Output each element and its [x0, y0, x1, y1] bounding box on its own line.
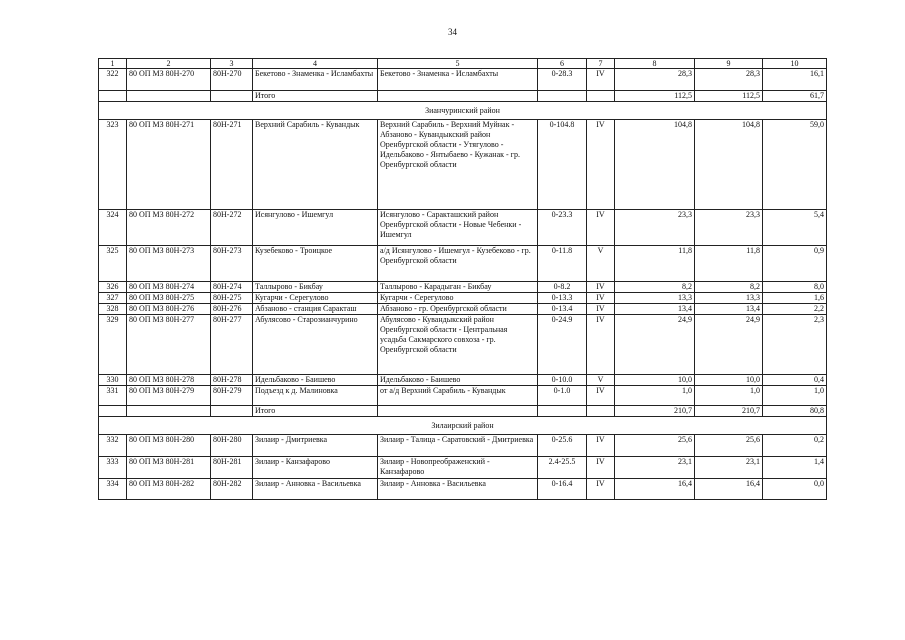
table-row [99, 120, 827, 210]
length-value-2: 104,8 [695, 120, 763, 210]
road-id-code: 80 ОП МЗ 80Н-274 [127, 282, 211, 293]
road-id-code: 80 ОП МЗ 80Н-273 [127, 246, 211, 282]
total-length-2: 210,7 [695, 406, 763, 417]
column-number-cell: 5 [378, 59, 538, 69]
road-id-code: 80 ОП МЗ 80Н-276 [127, 304, 211, 315]
road-category: IV [587, 304, 615, 315]
road-index: 80Н-276 [211, 304, 253, 315]
roads-table [98, 58, 827, 500]
length-value: 23,3 [615, 210, 695, 246]
road-index: 80Н-280 [211, 435, 253, 457]
column-number-cell: 9 [695, 59, 763, 69]
empty-cell [587, 406, 615, 417]
road-index: 80Н-279 [211, 386, 253, 406]
length-value: 13,3 [615, 293, 695, 304]
table-row [99, 479, 827, 500]
table-row [99, 246, 827, 282]
paved-value: 0,0 [763, 479, 827, 500]
table-row [99, 386, 827, 406]
road-name: Зилаир - Канзафарово [253, 457, 378, 479]
road-index: 80Н-277 [211, 315, 253, 375]
column-number-cell: 6 [538, 59, 587, 69]
road-category: IV [587, 315, 615, 375]
road-category: IV [587, 435, 615, 457]
length-value: 104,8 [615, 120, 695, 210]
column-number-cell: 2 [127, 59, 211, 69]
road-name: Зилаир - Анновка - Васильевка [253, 479, 378, 500]
length-value: 13,4 [615, 304, 695, 315]
paved-value: 8,0 [763, 282, 827, 293]
table-row [99, 293, 827, 304]
column-number-cell: 3 [211, 59, 253, 69]
paved-value: 59,0 [763, 120, 827, 210]
column-number-cell: 4 [253, 59, 378, 69]
paved-value: 0,9 [763, 246, 827, 282]
road-index: 80Н-274 [211, 282, 253, 293]
road-category: IV [587, 210, 615, 246]
length-value-2: 23,3 [695, 210, 763, 246]
km-range: 0-24.9 [538, 315, 587, 375]
empty-cell [378, 91, 538, 102]
total-length: 210,7 [615, 406, 695, 417]
road-name: Исянгулово - Ишемгул [253, 210, 378, 246]
length-value: 16,4 [615, 479, 695, 500]
length-value: 28,3 [615, 69, 695, 91]
road-name: Идельбаково - Баишево [253, 375, 378, 386]
length-value: 1,0 [615, 386, 695, 406]
total-length: 112,5 [615, 91, 695, 102]
district-heading-row [99, 102, 827, 120]
road-category: V [587, 246, 615, 282]
road-route: Зилаир - Анновка - Васильевка [378, 479, 538, 500]
km-range: 0-13.3 [538, 293, 587, 304]
table-row [99, 457, 827, 479]
km-range: 0-13.4 [538, 304, 587, 315]
length-value-2: 1,0 [695, 386, 763, 406]
road-index: 80Н-270 [211, 69, 253, 91]
km-range: 0-25.6 [538, 435, 587, 457]
total-label: Итого [253, 406, 378, 417]
row-number: 332 [99, 435, 127, 457]
road-route: Абзаново - гр. Оренбургской области [378, 304, 538, 315]
total-length-2: 112,5 [695, 91, 763, 102]
paved-value: 5,4 [763, 210, 827, 246]
km-range: 0-8.2 [538, 282, 587, 293]
road-id-code: 80 ОП МЗ 80Н-278 [127, 375, 211, 386]
road-name: Подъезд к д. Малиновка [253, 386, 378, 406]
road-id-code: 80 ОП МЗ 80Н-279 [127, 386, 211, 406]
empty-cell [211, 406, 253, 417]
column-number-cell: 1 [99, 59, 127, 69]
road-route: Зилаир - Новопреображенский - Канзафарово [378, 457, 538, 479]
road-index: 80Н-282 [211, 479, 253, 500]
road-name: Абзаново - станция Саракташ [253, 304, 378, 315]
road-name: Таллырово - Бикбау [253, 282, 378, 293]
road-index: 80Н-278 [211, 375, 253, 386]
road-id-code: 80 ОП МЗ 80Н-275 [127, 293, 211, 304]
paved-value: 0,4 [763, 375, 827, 386]
road-route: а/д Исянгулово - Ишемгул - Кузебеково - гр. Оренбургской области [378, 246, 538, 282]
road-name: Бекетово - Знаменка - Исламбахты [253, 69, 378, 91]
road-name: Кузебеково - Троицкое [253, 246, 378, 282]
paved-value: 16,1 [763, 69, 827, 91]
road-route: Кугарчи - Серегулово [378, 293, 538, 304]
empty-cell [538, 91, 587, 102]
road-category: IV [587, 282, 615, 293]
length-value: 25,6 [615, 435, 695, 457]
row-number: 329 [99, 315, 127, 375]
row-number: 324 [99, 210, 127, 246]
length-value: 8,2 [615, 282, 695, 293]
empty-cell [99, 91, 127, 102]
road-index: 80Н-275 [211, 293, 253, 304]
table-row [99, 315, 827, 375]
length-value-2: 11,8 [695, 246, 763, 282]
row-number: 323 [99, 120, 127, 210]
row-number: 333 [99, 457, 127, 479]
road-category: V [587, 375, 615, 386]
total-row [99, 406, 827, 417]
road-index: 80Н-273 [211, 246, 253, 282]
table-row [99, 435, 827, 457]
column-number-row [99, 59, 827, 69]
road-route: от а/д Верхний Сарабиль - Кувандык [378, 386, 538, 406]
road-id-code: 80 ОП МЗ 80Н-270 [127, 69, 211, 91]
length-value-2: 24,9 [695, 315, 763, 375]
empty-cell [587, 91, 615, 102]
table-row [99, 69, 827, 91]
empty-cell [99, 406, 127, 417]
road-name: Зилаир - Дмитриевка [253, 435, 378, 457]
length-value-2: 13,4 [695, 304, 763, 315]
length-value-2: 28,3 [695, 69, 763, 91]
row-number: 334 [99, 479, 127, 500]
row-number: 326 [99, 282, 127, 293]
road-id-code: 80 ОП МЗ 80Н-282 [127, 479, 211, 500]
road-name: Кугарчи - Серегулово [253, 293, 378, 304]
km-range: 0-104.8 [538, 120, 587, 210]
road-route: Таллырово - Карадыган - Бикбау [378, 282, 538, 293]
empty-cell [378, 406, 538, 417]
road-id-code: 80 ОП МЗ 80Н-277 [127, 315, 211, 375]
road-category: IV [587, 293, 615, 304]
length-value-2: 16,4 [695, 479, 763, 500]
length-value-2: 23,1 [695, 457, 763, 479]
paved-value: 2,3 [763, 315, 827, 375]
road-route: Исянгулово - Саракташский район Оренбургской области - Новые Чебенки - Ишемгул [378, 210, 538, 246]
km-range: 0-28.3 [538, 69, 587, 91]
road-id-code: 80 ОП МЗ 80Н-271 [127, 120, 211, 210]
length-value-2: 25,6 [695, 435, 763, 457]
total-row [99, 91, 827, 102]
road-index: 80Н-271 [211, 120, 253, 210]
paved-value: 1,4 [763, 457, 827, 479]
row-number: 327 [99, 293, 127, 304]
total-value: 61,7 [763, 91, 827, 102]
road-index: 80Н-272 [211, 210, 253, 246]
road-category: IV [587, 386, 615, 406]
road-route: Абулясово - Кувандыкский район Оренбургской области - Центральная усадьба Сакмарского совхоза - гр. Оренбургской области [378, 315, 538, 375]
row-number: 325 [99, 246, 127, 282]
row-number: 328 [99, 304, 127, 315]
km-range: 2.4-25.5 [538, 457, 587, 479]
table-row [99, 304, 827, 315]
row-number: 322 [99, 69, 127, 91]
length-value-2: 13,3 [695, 293, 763, 304]
road-category: IV [587, 457, 615, 479]
district-heading: Зилаирский район [99, 417, 827, 435]
road-route: Зилаир - Талица - Саратовский - Дмитриевка [378, 435, 538, 457]
empty-cell [211, 91, 253, 102]
column-number-cell: 10 [763, 59, 827, 69]
km-range: 0-11.8 [538, 246, 587, 282]
road-id-code: 80 ОП МЗ 80Н-280 [127, 435, 211, 457]
district-heading-row [99, 417, 827, 435]
road-category: IV [587, 120, 615, 210]
page-number: 34 [448, 27, 457, 37]
paved-value: 1,6 [763, 293, 827, 304]
length-value: 10,0 [615, 375, 695, 386]
total-label: Итого [253, 91, 378, 102]
km-range: 0-1.0 [538, 386, 587, 406]
km-range: 0-10.0 [538, 375, 587, 386]
district-heading: Зианчуринский район [99, 102, 827, 120]
km-range: 0-16.4 [538, 479, 587, 500]
road-name: Верхний Сарабиль - Кувандык [253, 120, 378, 210]
empty-cell [538, 406, 587, 417]
road-id-code: 80 ОП МЗ 80Н-272 [127, 210, 211, 246]
paved-value: 1,0 [763, 386, 827, 406]
road-id-code: 80 ОП МЗ 80Н-281 [127, 457, 211, 479]
length-value-2: 10,0 [695, 375, 763, 386]
road-route: Бекетово - Знаменка - Исламбахты [378, 69, 538, 91]
road-index: 80Н-281 [211, 457, 253, 479]
empty-cell [127, 406, 211, 417]
length-value: 23,1 [615, 457, 695, 479]
paved-value: 0,2 [763, 435, 827, 457]
paved-value: 2,2 [763, 304, 827, 315]
column-number-cell: 7 [587, 59, 615, 69]
total-value: 80,8 [763, 406, 827, 417]
road-category: IV [587, 69, 615, 91]
table-body [99, 59, 827, 500]
length-value: 24,9 [615, 315, 695, 375]
row-number: 331 [99, 386, 127, 406]
row-number: 330 [99, 375, 127, 386]
road-route: Верхний Сарабиль - Верхний Муйнак - Абзаново - Кувандыкский район Оренбургской области - Утягулово - Идельбаково - Янтыбаево - Кужанак - гр. Оренбургской области [378, 120, 538, 210]
table-row [99, 210, 827, 246]
road-route: Идельбаково - Баишево [378, 375, 538, 386]
road-name: Абулясово - Старозианчурино [253, 315, 378, 375]
road-category: IV [587, 479, 615, 500]
length-value-2: 8,2 [695, 282, 763, 293]
km-range: 0-23.3 [538, 210, 587, 246]
table-row [99, 375, 827, 386]
empty-cell [127, 91, 211, 102]
length-value: 11,8 [615, 246, 695, 282]
column-number-cell: 8 [615, 59, 695, 69]
table-row [99, 282, 827, 293]
